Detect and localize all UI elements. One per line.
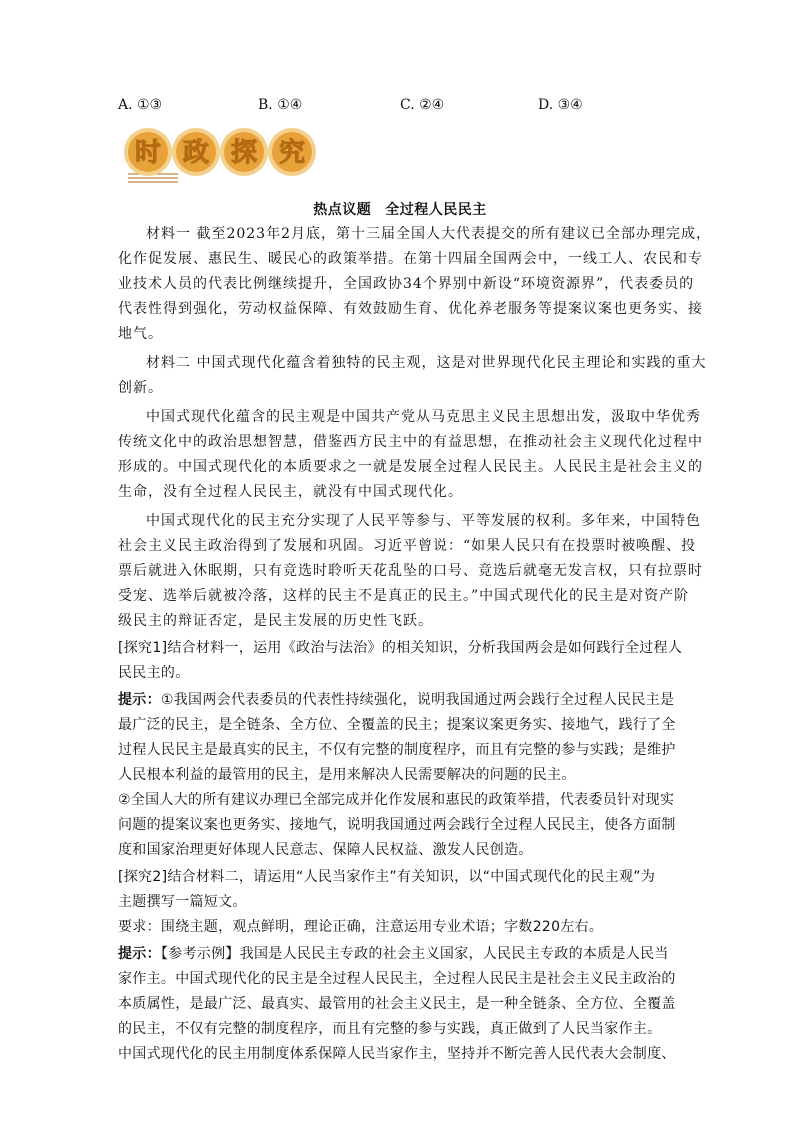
section-title (0, 199, 800, 219)
material-1-line: 业技术人员的代表比例继续提升，全国政协34个界别中新设“环境资源界”，代表委员的 (118, 276, 695, 292)
hint-line: 提示：①我国两会代表委员的代表性持续强化，说明我国通过两会践行全过程人民民主是 (118, 692, 675, 708)
hint-line: 人民根本利益的最管用的民主，是用来解决人民需要解决的问题的民主。 (118, 767, 576, 783)
question-line: [探究1]结合材料一，运用《政治与法治》的相关知识，分析我国两会是如何践行全过程人 (118, 640, 683, 656)
paragraph-line: 社会主义民主政治得到了发展和巩固。习近平曾说：“如果人民只有在投票时被唤醒、投 (118, 538, 697, 554)
document-body (118, 222, 711, 1067)
hint-line: 家作主。中国式现代化的民主是全过程人民民主，全过程人民民主是社会主义民主政治的 (118, 971, 676, 987)
option-c: C. ②④ (400, 97, 445, 113)
hint-line: 中国式现代化的民主用制度体系保障人民当家作主，坚持并不断完善人民代表大会制度、 (118, 1046, 676, 1062)
paragraph-line: 票后就进入休眠期，只有竞选时聆听天花乱坠的口号、竞选后就毫无发言权，只有拉票时 (118, 563, 703, 579)
paragraph-line: 中国式现代化的民主充分实现了人民平等参与、平等发展的权利。多年来，中国特色 (146, 513, 701, 529)
material-1-line: 地气。 (118, 326, 163, 342)
title-topic-label: 热点议题 (313, 202, 372, 218)
paragraph-line: 中国式现代化蕴含的民主观是中国共产党从马克思主义民主思想出发，汲取中华优秀 (146, 409, 701, 425)
paragraph-line: 生命，没有全过程人民民主，就没有中国式现代化。 (118, 484, 463, 500)
option-d: D. ③④ (538, 97, 583, 113)
material-2 (118, 351, 707, 401)
banner-char-1 (124, 128, 172, 176)
svg-text:政: 政 (182, 138, 210, 168)
hint-line: 问题的提案议案也更务实、接地气，说明我国通过两会践行全过程人民民主，使各方面制 (118, 817, 676, 833)
svg-text:究: 究 (278, 138, 306, 168)
answer-options (118, 97, 718, 117)
paragraph-line: 级民主的辩证否定，是民主发展的历史性飞跃。 (118, 613, 433, 629)
banner-char-3 (220, 128, 268, 176)
hint-line: 本质属性，是最广泛、最真实、最管用的社会主义民主，是一种全链条、全方位、全覆盖 (118, 996, 676, 1012)
hint-line: ②全国人大的所有建议办理已全部完成并化作发展和惠民的政策举措，代表委员针对现实 (118, 792, 675, 808)
hint-label: 提示： (118, 692, 161, 708)
title-topic: 全过程人民民主 (385, 202, 487, 218)
hint-line: 提示：【参考示例】我国是人民民主专政的社会主义国家，人民民主专政的本质是人民当 (118, 946, 669, 962)
svg-text:时: 时 (134, 138, 162, 168)
paragraph-line: 形成的。中国式现代化的本质要求之一就是发展全过程人民民主。人民民主是社会主义的 (118, 459, 703, 475)
material-1-line: 材料一 截至2023年2月底，第十三届全国人大代表提交的所有建议已全部办理完成， (146, 226, 711, 242)
question-line: 主题撰写一篇短文。 (118, 894, 247, 910)
hint-line: 过程人民民主是最真实的民主，不仅有完整的制度程序，而且有完整的参与实践；是维护 (118, 742, 676, 758)
question-line: [探究2]结合材料二，请运用“人民当家作主”有关知识，以“中国式现代化的民主观”为 (118, 869, 656, 885)
question-1 (118, 636, 683, 686)
question-line: 民民主的。 (118, 665, 190, 681)
hint-2 (118, 942, 680, 1067)
hint-label: 提示： (118, 946, 161, 962)
paragraph-1 (118, 405, 703, 505)
option-a: A. ①③ (118, 97, 163, 113)
hint-1 (118, 688, 680, 863)
paragraph-line: 传统文化中的政治思想智慧，借鉴西方民主中的有益思想，在推动社会主义现代化过程中 (118, 434, 703, 450)
hint-line: 度和国家治理更好体现人民意志、保障人民权益、激发人民创造。 (118, 842, 533, 858)
svg-text:探: 探 (230, 138, 258, 168)
material-1-line: 代表性得到强化，劳动权益保障、有效鼓励生育、优化养老服务等提案议案也更务实、接 (118, 301, 703, 317)
material-1-line: 化作促发展、惠民生、暖民心的政策举措。在第十四届全国两会中，一线工人、农民和专 (118, 251, 703, 267)
paragraph-line: 受宠、选举后就被冷落，这样的民主不是真正的民主。”中国式现代化的民主是对资产阶 (118, 588, 690, 604)
section-banner (118, 122, 318, 186)
material-2-line: 创新。 (118, 380, 163, 396)
material-2-line: 材料二 中国式现代化蕴含着独特的民主观，这是对世界现代化民主理论和实践的重大 (146, 355, 707, 371)
hint-line: 最广泛的民主，是全链条、全方位、全覆盖的民主；提案议案更务实、接地气，践行了全 (118, 717, 676, 733)
option-b: B. ①④ (258, 97, 303, 113)
question-requirement: 要求：围绕主题，观点鲜明，理论正确，注意运用专业术语；字数220左右。 (118, 919, 604, 935)
banner-char-4 (268, 128, 316, 176)
question-2 (118, 865, 680, 940)
banner-char-2 (172, 128, 220, 176)
paragraph-2 (118, 509, 703, 634)
hint-line: 的民主，不仅有完整的制度程序，而且有完整的参与实践，真正做到了人民当家作主。 (118, 1021, 662, 1037)
material-1 (118, 222, 711, 347)
